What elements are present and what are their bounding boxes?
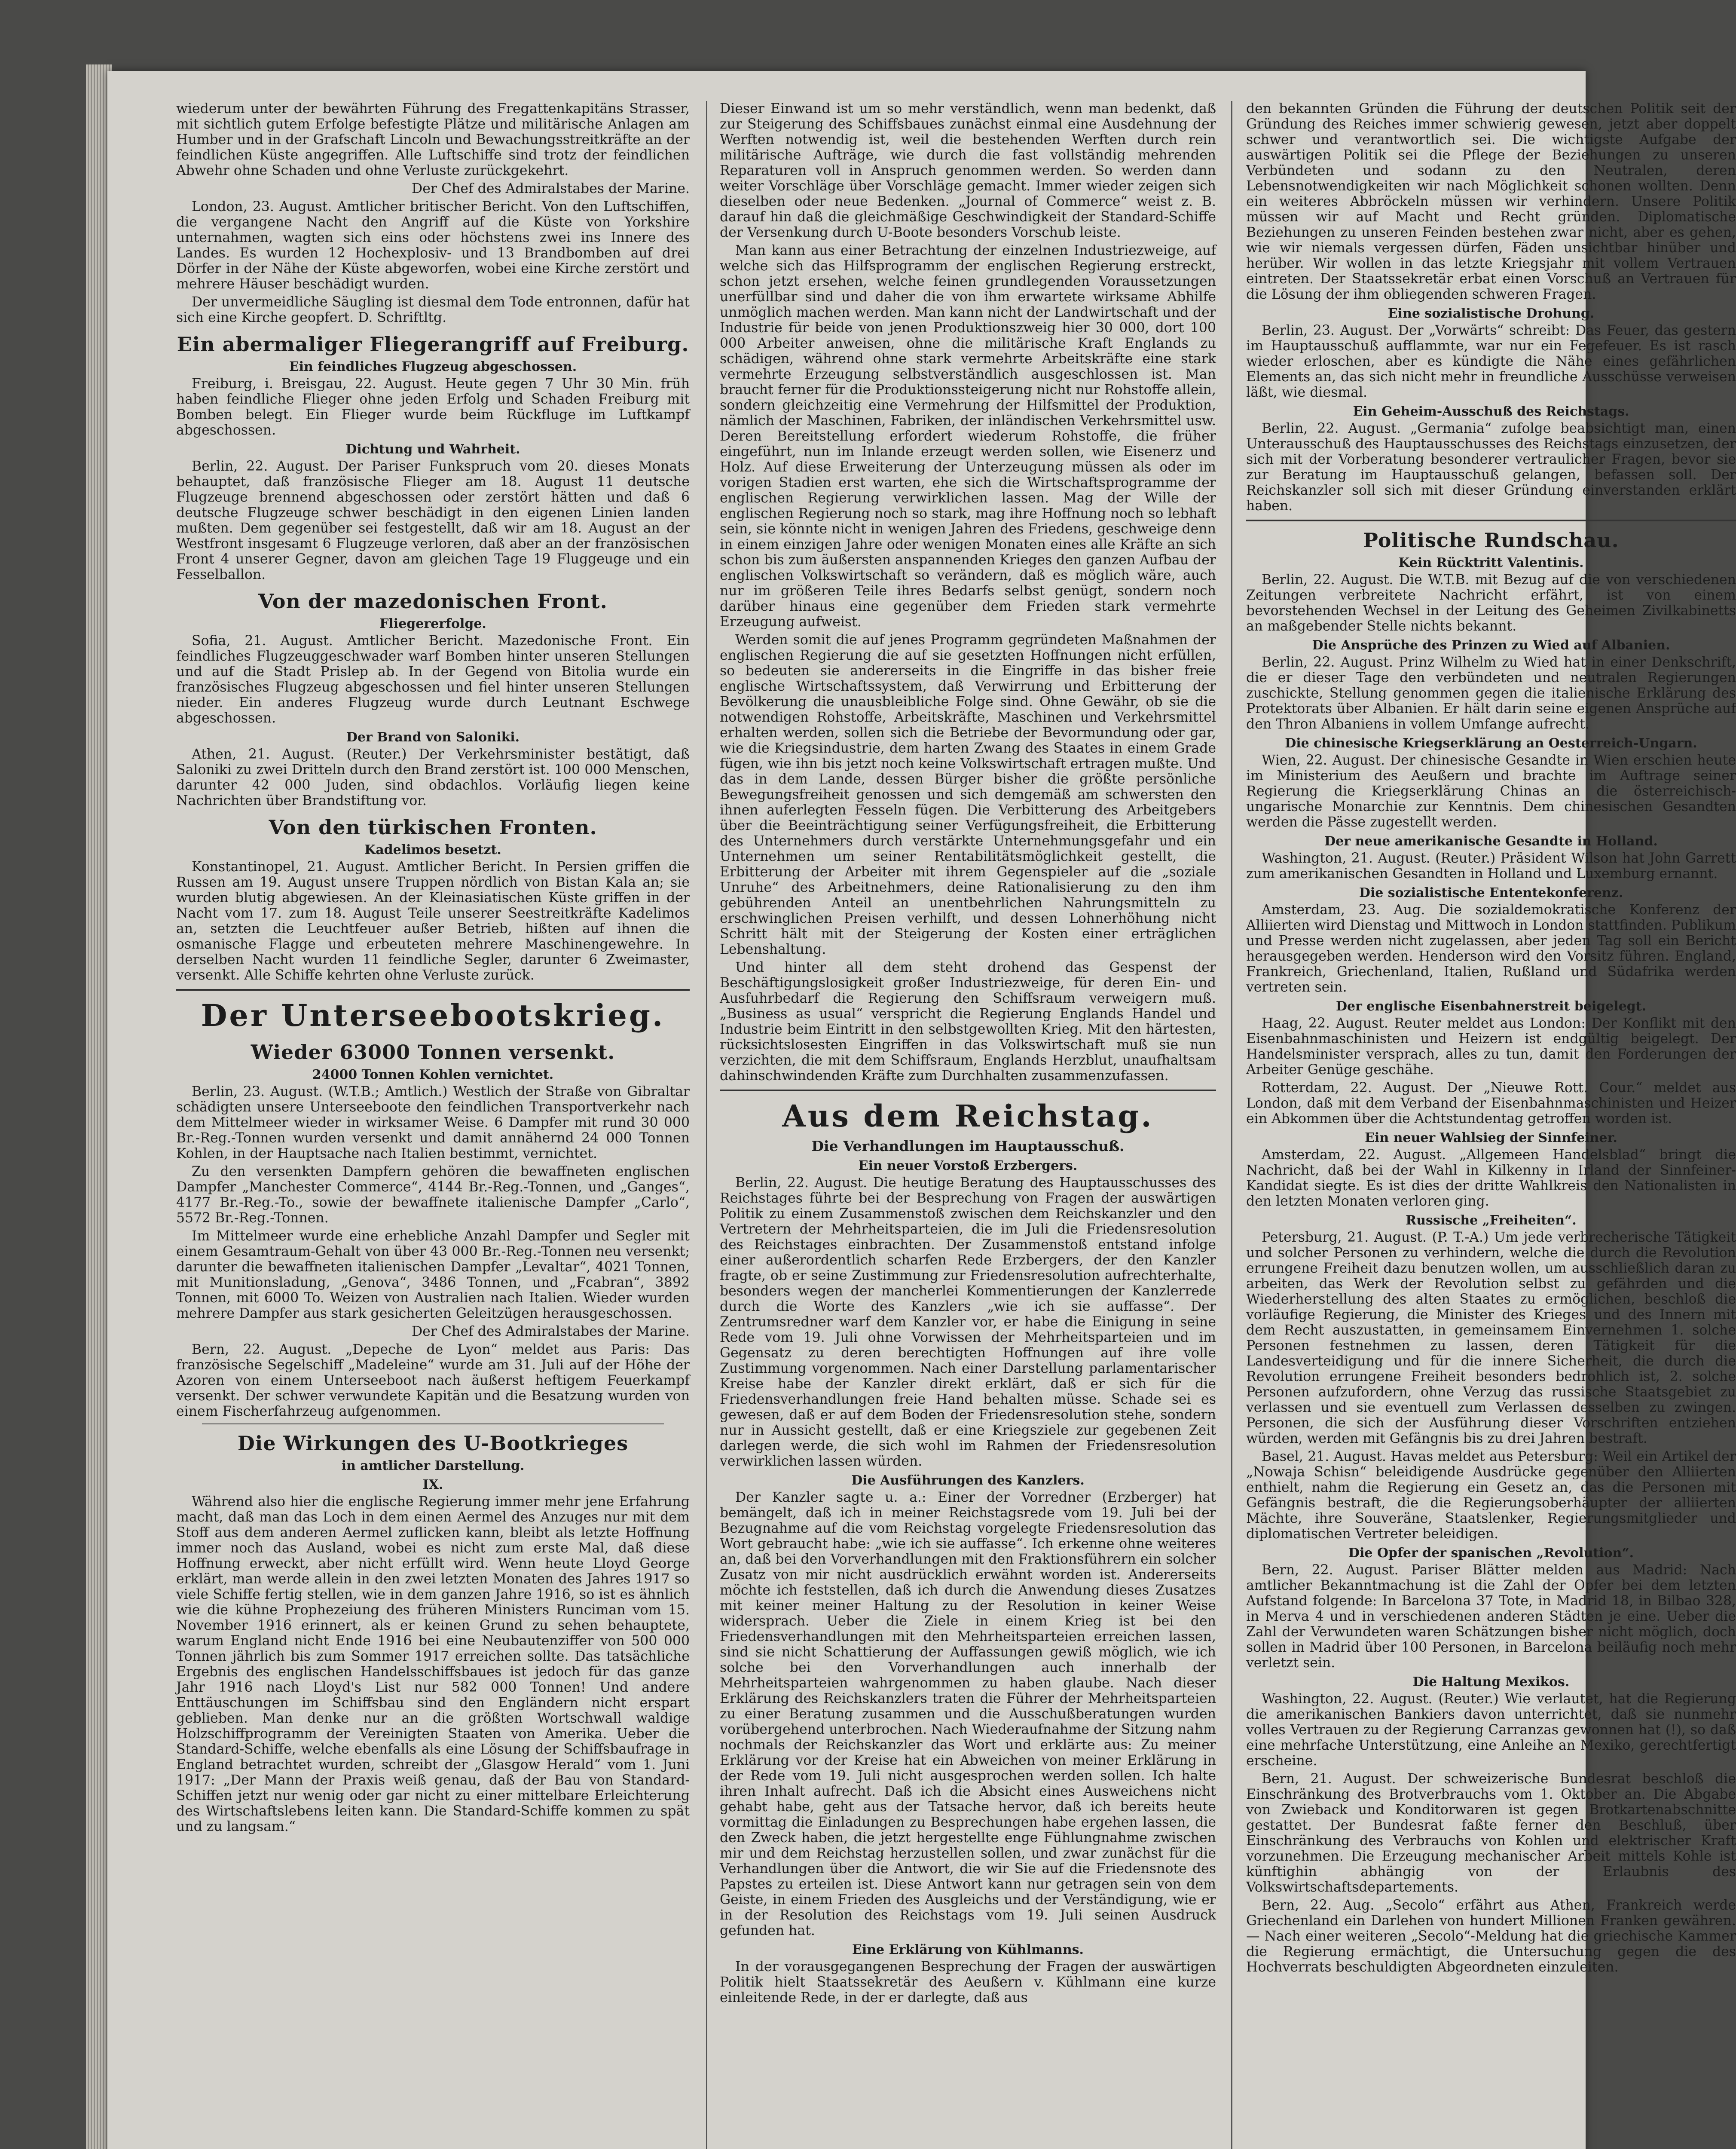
news-item-berlin: Berlin, 22. August. Die W.T.B. mit Bezug auf die von verschiedenen Zeitungen verbreitete Nachricht erfährt, ist von einem bevorstehenden Wechsel in der Leitung des Geheimen Zivilkabinetts an maßgebender Stelle nichts bekannt. — [1246, 572, 1736, 634]
news-item-wien: Wien, 22. August. Der chinesische Gesandte in Wien erschien heute im Ministerium des Aeußern und brachte im Auftrage seiner Regierung die Kriegserklärung Chinas an die österreichisch-ungarische Monarchie zur Kenntnis. Dem chinesischen Gesandten werden die Pässe zugestellt werden. — [1246, 753, 1736, 830]
news-item-berlin: Berlin, 22. August. Prinz Wilhelm zu Wied hat in einer Denkschrift, die er dieser Tage den verbündeten und neutralen Regierungen zuschickte, Stellung genommen gegen die italienische Erklärung des Protektorats über Albanien. Er hält darin seine eigenen Ansprüche auf den Thron Albaniens in vollem Umfange aufrecht. — [1246, 655, 1736, 732]
subheadline: Eine sozialistische Drohung. — [1388, 306, 1595, 321]
subheadline: 24000 Tonnen Kohlen vernichtet. — [312, 1067, 554, 1082]
column-3 — [1246, 101, 1736, 2149]
column-1 — [176, 101, 690, 2149]
news-item-london: London, 23. August. Amtlicher britischer Bericht. Von den Luftschiffen, die vergangene Nacht den Angriff auf die Küste von Yorkshire unternahmen, wagten sich eins oder höchstens zwei ins Innere des Landes. Es wurden 12 Hochexplosiv- und 13 Brandbomben auf drei Dörfer in der Nähe der Küste abgeworfen, wobei eine Kirche zerstört und mehrere Häuser beschädigt wurden. — [176, 199, 690, 292]
article-text: Im Mittelmeer wurde eine erhebliche Anzahl Dampfer und Segler mit einem Gesamtraum-Gehalt von über 43 000 Br.-Reg.-Tonnen neu versenkt; darunter die bewaffneten italienischen Dampfer „Levaltar“, 4021 Tonnen, mit Munitionsladung, „Genova“, 3486 Tonnen, und „Fcabran“, 3892 Tonnen, mit 6000 To. Weizen von Australien nach Italien. Wieder wurden mehrere Dampfer aus stark gesicherten Geleitzügen herausgeschossen. — [176, 1228, 690, 1321]
subheadline: Die Ansprüche des Prinzen zu Wied auf Albanien. — [1312, 638, 1670, 653]
headline-mazedonien: Von der mazedonischen Front. — [258, 590, 608, 613]
section-rule — [176, 989, 690, 991]
subheadline: Kadelimos besetzt. — [364, 842, 501, 857]
subheadline: Die sozialistische Ententekonferenz. — [1359, 885, 1623, 900]
news-item-washington: Washington, 22. August. (Reuter.) Wie verlautet, hat die Regierung die amerikanischen Bankiers davon unterrichtet, daß sie nunmehr volles Vertrauen zu der Regierung Carranzas gewonnen hat (!), so daß eine mehrfache Unterstützung, eine Anleihe an Mexiko, gerechtfertigt erscheine. — [1246, 1691, 1736, 1769]
news-item-rotterdam: Rotterdam, 22. August. Der „Nieuwe Rott. Cour.“ meldet aus London, daß mit dem Verband der Eisenbahnmaschinisten und Heizer ein Abkommen über die Achtstundentag getroffen worden ist. — [1246, 1080, 1736, 1127]
signature: Der Chef des Admiralstabes der Marine. — [412, 1324, 690, 1339]
news-item-haag: Haag, 22. August. Reuter meldet aus London: Der Konflikt mit den Eisenbahnmaschinisten und Heizern ist endgültig beigelegt. Der Handelsminister versprach, alles zu tun, damit den Forderungen der Arbeiter Genüge geschähe. — [1246, 1016, 1736, 1078]
article-text: Und hinter all dem steht drohend das Gespenst der Beschäftigungslosigkeit großer Industriezweige, für deren Ein- und Ausfuhrbedarf die Regierung den Schiffsraum verweigern muß. „Business as usual“ verspricht die Regierung Englands Handel und Industrie beim Eintritt in den selbstgewollten Krieg. Mit den härtesten, rücksichtslosesten Eingriffen in das Volkswirtschaft muß sie nun verzichten, die mit dem Schiffsraum, Englands Herzblut, unaufhaltsam dahinschwindenden Kräfte zum Durchhalten zusammenzufassen. — [720, 960, 1216, 1084]
subheadline: Die Ausführungen des Kanzlers. — [851, 1473, 1085, 1488]
section-rule — [720, 1090, 1216, 1091]
news-item-bern: Bern, 22. Aug. „Secolo“ erfährt aus Athen, Frankreich werde Griechenland ein Darlehen von hundert Millionen Franken gewähren. — Nach einer weiteren „Secolo“-Meldung hat die griechische Kammer die Regierung ermächtigt, die Untersuchung gegen die des Hochverrats beschuldigten Abgeordneten einzuleiten. — [1246, 1898, 1736, 1975]
news-item-sofia: Sofia, 21. August. Amtlicher Bericht. Mazedonische Front. Ein feindliches Flugzeuggeschwader warf Bomben hinter unseren Stellungen und auf die Stadt Prislep ab. In der Gegend von Bitolia wurde ein französisches Flugzeug abgeschossen und fiel hinter unseren Stellungen nieder. Ein anderes Flugzeug wurde durch Leutnant Eschwege abgeschossen. — [176, 633, 690, 726]
news-item-petersburg: Petersburg, 21. August. (P. T.-A.) Um jede verbrecherische Tätigkeit und solcher Personen zu verhindern, welche die durch die Revolution errungene Freiheit dazu benutzen wollen, um ausschließlich daran zu arbeiten, das Werk der Revolution selbst zu gefährden und die Wiederherstellung des alten Staates zu ermöglichen, beschloß die vorläufige Regierung, die Minister des Krieges und des Innern mit dem Recht auszustatten, in gemeinsamem Einvernehmen 1. solche Personen festnehmen zu lassen, deren Tätigkeit für die Landesverteidigung und für die innere Sicherheit, die durch die Revolution errungene Freiheit besonders bedrohlich ist, 2. solche Personen aufzufordern, ohne Verzug das russische Staatsgebiet zu verlassen und sie eventuell zum Verlassen desselben zu zwingen. Personen, die sich der Ausführung dieser Vorschriften entziehen würden, werden mit Gefängnis bis zu drei Jahren bestraft. — [1246, 1230, 1736, 1446]
news-item-berlin: Berlin, 22. August. „Germania“ zufolge beabsichtigt man, einen Unterausschuß des Hauptausschusses des Reichstags einzusetzen, der sich mit der Vorberatung besonderer vertraulicher Fragen, bevor sie zur Beratung im Hauptausschuß gelangen, befassen soll. Der Reichskanzler soll sich mit dieser Gründung einverstanden erklärt haben. — [1246, 421, 1736, 514]
news-item-amsterdam: Amsterdam, 23. Aug. Die sozialdemokratische Konferenz der Alliierten wird Dienstag und Mittwoch in London stattfinden. Publikum und Presse werden nicht zugelassen, aber jeden Tag soll ein Bericht herausgegeben werden. Henderson wird den Vorsitz führen. England, Frankreich, Griechenland, Italien, Rußland und Südafrika werden vertreten sein. — [1246, 902, 1736, 995]
column-rule — [1231, 101, 1232, 2149]
headline-reichstag: Aus dem Reichstag. — [782, 1098, 1154, 1134]
article-text: In der vorausgegangenen Besprechung der Fragen der auswärtigen Politik hielt Staatssekretär des Aeußern v. Kühlmann eine kurze einleitende Rede, in der er darlegte, daß aus — [720, 1959, 1216, 2005]
subheadline: Ein neuer Vorstoß Erzbergers. — [858, 1158, 1078, 1173]
article-text: Man kann aus einer Betrachtung der einzelnen Industriezweige, auf welche sich das Hilfsprogramm der englischen Regierung erstreckt, schon jetzt ersehen, welche feinen grundlegenden Voraussetzungen unerfüllbar sind und daher die von ihm erwartete wirksame Abhilfe unmöglich machen werden. Man kann nicht der Landwirtschaft und der Industrie für beide von jenen Produktionszweig hier 30 000, dort 100 000 Arbeiter anweisen, ohne die militärische Kraft Englands zu schädigen, während ohne stark vermehrte Arbeitskräfte eine stark vermehrte Erzeugung selbstverständlich ausgeschlossen ist. Man braucht ferner für die Produktionssteigerung nicht nur Rohstoffe allein, sondern gleichzeitig eine Vermehrung der Hilfsmittel der Produktion, nämlich der Maschinen, Fabriken, der inländischen Verkehrsmittel usw. Deren Bereitstellung erfordert wiederum Rohstoffe, die früher eingeführt, nun im Inlande erzeugt werden sollen, wie Eisenerz und Holz. Auf diese Erweiterung der Unterzeugung müssen als oder im vorigen Stadien erst warten, ehe sich die Wirtschaftsprogramme der englischen Regierung verwirklichen lassen. Mag der Wille der englischen Regierung noch so stark, mag ihre Hoffnung noch so lebhaft sein, sie könnte nicht in wenigen Jahren des Friedens, geschweige denn in einem einzigen Jahre oder wenigen Monaten eines alle Kräfte an sich schon bis zum äußersten anspannenden Krieges den ganzen Aufbau der englischen Volkswirtschaft so verändern, daß es möglich wäre, auch nur im größeren Teile ihres Bedarfs selbst genügt, sondern noch darüber hinaus eine gegenüber dem Frieden stark vermehrte Erzeugung aufweist. — [720, 243, 1216, 630]
news-item-basel: Basel, 21. August. Havas meldet aus Petersburg: Weil ein Artikel der „Nowaja Schisn“ beleidigende Ausdrücke gegenüber den Alliierten enthielt, nahm die Regierung ein Gesetz an, das die Personen mit Gefängnis bestraft, die die Regierungsoberhäupter der alliierten Mächte, ihre Souveräne, Staatslenker, Regierungsmitglieder und diplomatischen Vertreter beleidigen. — [1246, 1449, 1736, 1542]
article-text: Während also hier die englische Regierung immer mehr jene Erfahrung macht, daß man das Loch in dem einen Aermel des Anzuges nur mit dem Stoff aus dem anderen Aermel zuflicken kann, bleibt als letzte Hoffnung immer noch das Ausland, wobei es nicht zum erste Mal, daß diese Hoffnung erweckt, aber nicht erfüllt wird. Wenn heute Lloyd George erklärt, man werde allein in den zwei letzten Monaten des Jahres 1917 so viele Schiffe fertig stellen, wie in dem ganzen Jahre 1916, so ist es ähnlich wie die kühne Prophezeiung des früheren Ministers Runciman vom 15. November 1916 erinnert, als er keinen Grund zu sehen behauptete, warum England nicht Ende 1916 bei eine Neubautenziffer von 500 000 Tonnen jährlich bis zum Sommer 1917 erreichen sollte. Das tatsächliche Ergebnis des englischen Handelsschiffsbaues ist jedoch für das ganze Jahr 1916 nach Lloyd's List nur 582 000 Tonnen! Und andere Enttäuschungen im Schiffsbau sind den Engländern nicht erspart geblieben. Man denke nur an die größten Wortschwall waldige Holzschiffprogramm der Vereinigten Staaten von Amerika. Ueber die Standard-Schiffe, welche ebenfalls als eine Lösung der Schiffsbaufrage in England betrachtet wurden, schreibt der „Glasgow Herald“ vom 1. Juni 1917: „Der Mann der Praxis weiß genau, daß der Bau von Standard-Schiffen jetzt nur wenig oder gar nicht zu einer mittelbare Erleichterung des Wirtschaftslebens leiten kann. Die Standard-Schiffe kommen zu spät und zu langsam.“ — [176, 1494, 690, 1834]
subheadline: Ein neuer Wahlsieg der Sinnfeiner. — [1365, 1130, 1617, 1145]
subheadline-large: Wieder 63000 Tonnen versenkt. — [251, 1041, 615, 1064]
subheadline: Der Brand von Saloniki. — [346, 730, 520, 745]
article-text: Dieser Einwand ist um so mehr verständlich, wenn man bedenkt, daß zur Steigerung des Schiffsbaues zunächst einmal eine Ausdehnung der Werften notwendig ist, weil die bestehenden Werften durch rein militärische Aufträge, wie durch die fast vollständig mehrenden Reparaturen voll in Anspruch genommen werden. So werden dann weiter Vorschläge über Vorschläge gemacht. Immer wieder zeigen sich dieselben oder neue Bedenken. „Journal of Commerce“ weist z. B. darauf hin daß die gleichmäßige Geschwindigkeit der Standard-Schiffe der Versenkung durch U-Boote besonders Vorschub leiste. — [720, 101, 1216, 240]
news-item-washington: Washington, 21. August. (Reuter.) Präsident Wilson hat John Garrett zum amerikanischen Gesandten in Holland und Luxemburg ernannt. — [1246, 851, 1736, 882]
news-item-bern: Bern, 22. August. Pariser Blätter melden aus Madrid: Nach amtlicher Bekanntmachung ist die Zahl der Opfer bei dem letzten Aufstand folgende: In Barcelona 37 Tote, in Madrid 18, in Bilbao 328, in Merva 4 und in verschiedenen anderen Städten je eine. Ueber die Zahl der Verwundeten waren Schätzungen bisher nicht möglich, doch sollen in Madrid über 100 Personen, in Barcelona beiläufig noch mehr verletzt sein. — [1246, 1562, 1736, 1671]
section-rule — [1246, 520, 1736, 521]
headline-rundschau: Politische Rundschau. — [1363, 529, 1619, 552]
subheadline: Der neue amerikanische Gesandte in Holland. — [1324, 834, 1658, 849]
headline-wirkungen: Die Wirkungen des U-Bootkrieges — [237, 1432, 629, 1455]
news-item-bern: Bern, 21. August. Der schweizerische Bundesrat beschloß die Einschränkung des Brotverbrauchs vom 1. Oktober an. Die Abgabe von Zwieback und Konditorwaren ist gegen Brotkartenabschnitte gestattet. Der Bundesrat faßte ferner den Beschluß, über Einschränkung des Verbrauchs von Kohlen und elektrischer Kraft vorzunehmen. Die Erzeugung mechanischer Arbeit mittels Kohle ist künftighin abhängig von der Erlaubnis des Volkswirtschaftsdepartements. — [1246, 1771, 1736, 1895]
subheadline: Fliegererfolge. — [379, 616, 486, 631]
column-2 — [720, 101, 1216, 2149]
news-item-freiburg: Freiburg, i. Breisgau, 22. August. Heute gegen 7 Uhr 30 Min. früh haben feindliche Flieger ohne jeden Erfolg und Schaden Freiburg mit Bomben belegt. Ein Flieger wurde beim Rückfluge im Luftkampf abgeschossen. — [176, 376, 690, 438]
subheadline: Ein feindliches Flugzeug abgeschossen. — [289, 359, 577, 374]
news-item-berlin: Berlin, 23. August. (W.T.B.; Amtlich.) Westlich der Straße von Gibraltar schädigten unsere Unterseeboote den feindlichen Transportverkehr nach dem Mittelmeer wieder in wirksamer Weise. 6 Dampfer mit rund 30 000 Br.-Reg.-Tonnen wurden versenkt und damit annähernd 24 000 Tonnen Kohlen, in der Hauptsache nach Italien bestimmt, vernichtet. — [176, 1084, 690, 1161]
subheadline: in amtlicher Darstellung. — [341, 1458, 525, 1473]
news-item-berlin: Berlin, 22. August. Der Pariser Funkspruch vom 20. dieses Monats behauptet, daß französische Flieger am 18. August 11 deutsche Flugzeuge brennend abgeschossen oder zerstört hätten und daß 6 deutsche Flugzeuge schwer beschädigt in den eigenen Linien landen mußten. Dem gegenüber sei festgestellt, daß wir am 18. August an der Westfront insgesamt 6 Flugzeuge verloren, daß aber an der französischen Front 4 unserer Gegner, davon am gleichen Tage 19 Fluggeuge und ein Fesselballon. — [176, 459, 690, 582]
subheadline: Russische „Freiheiten“. — [1406, 1213, 1577, 1228]
news-item-berlin: Berlin, 22. August. Die heutige Beratung des Hauptausschusses des Reichstages führte bei der Besprechung von Fragen der auswärtigen Politik zu einem Zusammenstoß zwischen dem Reichskanzler und den Vertretern der Mehrheitsparteien, die im Juli die Friedensresolution des Reichstages einbrachten. Der Zusammenstoß entstand infolge einer außerordentlich scharfen Rede Erzbergers, der den Kanzler fragte, ob er seine Zustimmung zur Friedensresolution aufrechterhalte, besonders wegen der mancherlei Kommentierungen der Kanzlerrede durch die Worte des Kanzlers „wie ich sie auffasse“. Der Zentrumsredner warf dem Kanzler vor, er habe die Einigung in seine Rede vom 19. Juli ohne Vorwissen der Mehrheitsparteien und im Gegensatz zu deren berechtigten Hoffnungen auf ihre volle Zustimmung vorgenommen. Nach einer Darstellung parlamentarischer Kreise habe der Kanzler direkt erklärt, daß er sich für die Friedensverhandlungen freie Hand behalten müsse. Schade sei es gewesen, daß er auf dem Boden der Friedensresolution stehe, sondern nur in Aussicht gestellt, daß er eine Kriegsziele zur gegebenen Zeit darlegen werde, die sich wohl im Rahmen der Friedensresolution verwirklichen lassen würden. — [720, 1175, 1216, 1469]
column-rule — [706, 101, 707, 2149]
article-text: Zu den versenkten Dampfern gehören die bewaffneten englischen Dampfer „Manchester Commerce“, 4144 Br.-Reg.-Tonnen, und „Ganges“, 4177 Br.-Reg.-To., sowie der bewaffnete italienische Dampfer „Carlo“, 5572 Br.-Reg.-Tonnen. — [176, 1164, 690, 1226]
article-text: Der Kanzler sagte u. a.: Einer der Vorredner (Erzberger) hat bemängelt, daß ich in meiner Reichstagsrede vom 19. Juli bei der Bezugnahme auf die vom Reichstag vorgelegte Friedensresolution das Wort gebraucht habe: „wie ich sie auffasse“. Ich erkenne ohne weiteres an, daß bei den Vorverhandlungen mit den Fraktionsführern ein solcher Zusatz von mir nicht ausdrücklich erwähnt worden ist. Andererseits möchte ich feststellen, daß ich durch die Anwendung dieses Zusatzes mit keiner meiner Haltung zu der Resolution in keiner Weise widersprach. Ueber die Ziele in einem Krieg ist bei den Friedensverhandlungen mit den Mehrheitsparteien erreichen lassen, sind sie nicht Schattierung der Auffassungen gewiß möglich, wie ich solche bei den Vorverhandlungen auch innerhalb der Mehrheitsparteien wahrgenommen zu haben glaube. Nach dieser Erklärung des Reichskanzlers traten die Führer der Mehrheitsparteien zu einer Beratung zusammen und die Ausschußberatungen wurden vorübergehend unterbrochen. Nach Wiederaufnahme der Sitzung nahm nochmals der Reichskanzler das Wort und erklärte aus: Zu meiner Erklärung vor der Kreise hat ein Abweichen von meiner Erklärung in der Rede vom 19. Juli nicht ausgesprochen werden sollen. Ich halte ihren Inhalt aufrecht. Daß ich die Absicht eines Ausweichens nicht gehabt habe, geht aus der Tatsache hervor, daß ich bereits heute vormittag die Einladungen zu Besprechungen habe ergehen lassen, die den Zweck haben, die jetzt hergestellte enge Fühlungnahme zwischen mir und dem Reichstag herzustellen sollen, und zwar zunächst für die Verhandlungen über die Antwort, die wir Sie auf die Friedensnote des Papstes zu erteilen ist. Diese Antwort kann nur getragen sein von dem Geiste, in einem Frieden des Ausgleichs und der Verständigung, wie er in der Resolution des Reichstags vom 19. Juli seinen Ausdruck gefunden hat. — [720, 1490, 1216, 1938]
subheadline: Eine Erklärung von Kühlmanns. — [852, 1942, 1084, 1957]
news-item-berlin: Berlin, 23. August. Der „Vorwärts“ schreibt: Das Feuer, das gestern im Hauptausschuß aufflammte, war nur ein Fegefeuer. Es ist rasch wieder erloschen, aber es kündigte die Nähe eines gefährlichen Elements an, das sich nicht mehr in freundliche Ausschüsse verweisen läßt, wie diesmal. — [1246, 323, 1736, 400]
section-number: IX. — [422, 1477, 443, 1492]
subheadline: Ein Geheim-Ausschuß des Reichstags. — [1353, 404, 1629, 419]
newspaper-page — [107, 71, 1736, 2149]
headline-freiburg: Ein abermaliger Fliegerangriff auf Freiburg. — [177, 333, 689, 356]
subheadline-large: Die Verhandlungen im Hauptausschuß. — [811, 1138, 1125, 1154]
subheadline: Kein Rücktritt Valentinis. — [1398, 555, 1584, 570]
article-text: Werden somit die auf jenes Programm gegründeten Maßnahmen der englischen Regierung die auf sie gesetzten Hoffnungen nicht erfüllen, so bedeuten sie andererseits in die Eingriffe in das bisher freie englische Wirtschaftssystem, daß Verwirrung und Erbitterung der Bevölkerung die unausbleibliche Folge sind. Ohne Gewähr, ob sie die notwendigen Rohstoffe, Arbeitskräfte, Maschinen und Verkehrsmittel erhalten werden, sollen sich die Betriebe der Bevormundung oder gar, wie die Kriegsindustrie, dem harten Zwang des Staates in einem Grade fügen, wie ihn bis jetzt noch keine Volkswirtschaft ertragen mußte. Und das in dem Lande, dessen Bürger bisher die größte persönliche Bewegungsfreiheit genossen und sich demgemäß am schwersten den ihnen auferlegten Fesseln fügen. Die Verbitterung des Arbeitgebers über die Beeinträchtigung seiner Verfügungsfreiheit, die Erbitterung des Unternehmers durch verstärkte Unternehmungsgefahr und ein Unternehmen um seiner Rentabilitätsmöglichkeit gestellt, die Erbitterung der Arbeiter mit ihrem Gegenspieler auf die „soziale Unruhe“ des Arbeitnehmers, deine Rationalisierung zu den ihm gebührenden Anteil an unentbehrlichen Nahrungsmitteln zu erschwinglichen Preisen verhilft, und dessen Lohnerhöhung nicht Schritt hält mit der Steigerung der Kosten einer erträglichen Lebenshaltung. — [720, 632, 1216, 957]
subheadline: Die Haltung Mexikos. — [1412, 1675, 1570, 1690]
headline-ubootkrieg: Der Unterseebootskrieg. — [201, 998, 665, 1033]
news-item-amsterdam: Amsterdam, 22. August. „Allgemeen Handelsblad“ bringt die Nachricht, daß bei der Wahl in Kilkenny in Irland der Sinnfeiner-Kandidat siegte. Es ist dies der dritte Wahlkreis den Nationalisten in den letzten Monaten verloren ging. — [1246, 1147, 1736, 1209]
news-item-konstantinopel: Konstantinopel, 21. August. Amtlicher Bericht. In Persien griffen die Russen am 19. August unsere Truppen nördlich von Bistan Kala an; sie wurden blutig abgewiesen. An der Kleinasiatischen Küste griffen in der Nacht vom 17. zum 18. August Teile unserer Seestreitkräfte Kadelimos an, setzten die Leuchtfeuer außer Betrieb, hißten auf ihnen die osmanische Flagge und erbeuteten mehrere Maschinengewehre. In derselben Nacht wurden 11 feindliche Segler, darunter 6 Zweimaster, versenkt. Alle Schiffe kehrten ohne Verluste zurück. — [176, 859, 690, 983]
subheadline: Die Opfer der spanischen „Revolution“. — [1348, 1546, 1634, 1561]
section-rule — [202, 1423, 664, 1424]
article-text: Der unvermeidliche Säugling ist diesmal dem Tode entronnen, dafür hat sich eine Kirche geopfert. D. Schriftltg. — [176, 294, 690, 325]
signature: Der Chef des Admiralstabes der Marine. — [412, 181, 690, 196]
news-item-bern: Bern, 22. August. „Depeche de Lyon“ meldet aus Paris: Das französische Segelschiff „Madeleine“ wurde am 31. Juli auf der Höhe der Azoren von einem Unterseeboot nach äußerst heftigem Feuerkampf versenkt. Der schwer verwundete Kapitän und die Besatzung wurden von einem Fischerfahrzeug aufgenommen. — [176, 1342, 690, 1419]
subheadline: Dichtung und Wahrheit. — [345, 442, 520, 457]
subheadline: Die chinesische Kriegserklärung an Oesterreich-Ungarn. — [1285, 736, 1697, 751]
headline-tuerkisch: Von den türkischen Fronten. — [269, 816, 597, 839]
article-text: den bekannten Gründen die Führung der deutschen Politik seit der Gründung des Reiches immer schwierig gewesen, jetzt aber doppelt schwer und verantwortlich sei. Die wichtigste Aufgabe der auswärtigen Politik sei die Pflege der Beziehungen zu unseren Verbündeten und sodann zu den Neutralen, deren Lebensnotwendigkeiten wir nach Möglichkeit schonen wollten. Denn ein weiteres Abbröckeln müssen wir verhindern. Unsere Politik müssen wir auf Macht und Recht gründen. Diplomatische Beziehungen zu unseren Feinden bestehen zwar nicht, aber es gehen, wie wir niemals vergessen dürfen, Fäden unsichtbar hinüber und herüber. Wir wollen in das letzte Kriegsjahr mit vollem Vertrauen eintreten. Der Staatssekretär erbat einen Vorschuß an Vertrauen für die Lösung der ihm obliegenden schweren Fragen. — [1246, 101, 1736, 302]
article-text: wiederum unter der bewährten Führung des Fregattenkapitäns Strasser, mit sichtlich gutem Erfolge befestigte Plätze und militärische Anlagen am Humber und in der Grafschaft Lincoln und Bewachungsstreitkräfte an der feindlichen Küste angegriffen. Alle Luftschiffe sind trotz der feindlichen Abwehr ohne Schaden und ohne Verluste zurückgekehrt. — [176, 101, 690, 178]
subheadline: Der englische Eisenbahnerstreit beigelegt. — [1336, 999, 1647, 1014]
news-item-athen: Athen, 21. August. (Reuter.) Der Verkehrsminister bestätigt, daß Saloniki zu zwei Dritteln durch den Brand zerstört ist. 100 000 Menschen, darunter 42 000 Juden, sind obdachlos. Vorläufig liegen keine Nachrichten über Brandstiftung vor. — [176, 747, 690, 808]
